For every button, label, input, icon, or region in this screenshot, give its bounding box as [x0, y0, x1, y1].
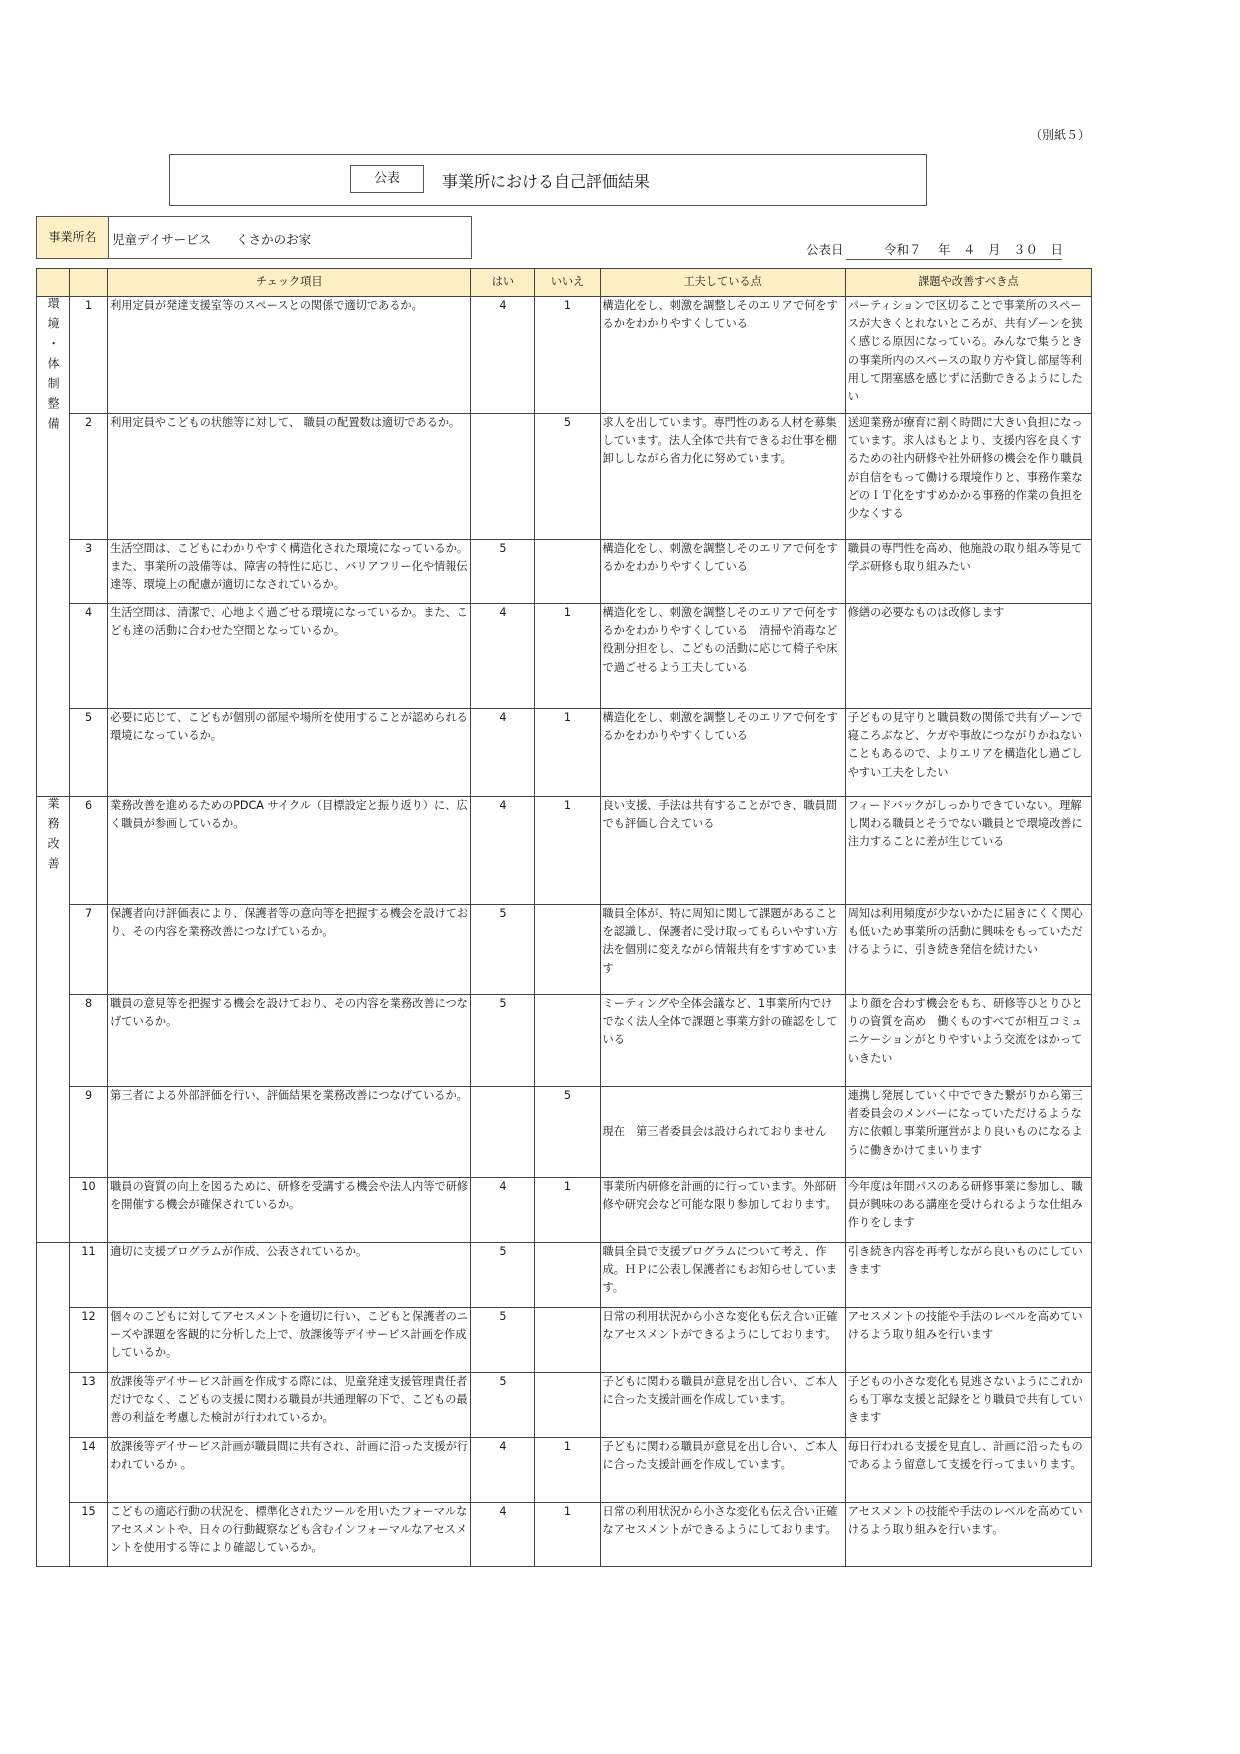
yes-count: 4: [471, 1438, 535, 1503]
no-count: [535, 1243, 600, 1308]
issue-text: 周知は利用頻度が少ないかたに届きにくく関心も低いため事業所の活動に興味をもっていただけるように、引き続き発信を続けたい: [845, 905, 1091, 995]
check-item: 業務改善を進めるためのPDCA サイクル（目標設定と振り返り）に、広く職員が参画しているか。: [108, 797, 471, 905]
effort-text: 構造化をし、刺激を調整しそのエリアで何をするかをわかりやすくしている 清掃や消毒など役割分担をし、こどもの活動に応じて椅子や床で過ごせるよう工夫している: [600, 604, 845, 709]
row-number: 7: [70, 905, 108, 995]
table-row: [37, 1503, 1092, 1567]
header-check-item: チェック項目: [108, 269, 471, 297]
effort-text: 子どもに関わる職員が意見を出し合い、ご本人に合った支援計画を作成しています。: [600, 1438, 845, 1503]
table-row: [37, 1243, 1092, 1308]
publish-date-label: 公表日: [806, 242, 844, 257]
no-count: [535, 905, 600, 995]
check-item: 必要に応じて、こどもが個別の部屋や場所を使用することが認められる環境になっているか。: [108, 709, 471, 797]
category-support: [37, 1243, 70, 1567]
category-label: 業務改善: [46, 797, 61, 877]
yes-count: 4: [471, 297, 535, 414]
issue-text: 引き続き内容を再考しながら良いものにしていきます: [845, 1243, 1091, 1308]
row-number: 3: [70, 540, 108, 604]
issue-text: 子どもの小さな変化も見逃さないようにこれからも丁寧な支援と記録をとり職員で共有していきます: [845, 1373, 1091, 1438]
issue-text: 連携し発展していく中でできた繋がりから第三者委員会のメンバーになっていただけるような方に依頼し事業所運営がより良いものになるように働きかけてまいります: [845, 1087, 1091, 1178]
header-issue: 課題や改善すべき点: [845, 269, 1091, 297]
row-number: 15: [70, 1503, 108, 1567]
publish-date-value: 令和７ 年 ４ 月 ３０ 日: [884, 242, 1063, 257]
header-no: いいえ: [535, 269, 600, 297]
effort-text: 構造化をし、刺激を調整しそのエリアで何をするかをわかりやすくしている: [600, 709, 845, 797]
effort-text: 現在 第三者委員会は設けられておりません: [600, 1087, 845, 1178]
table-row: [37, 540, 1092, 604]
yes-count: 5: [471, 995, 535, 1087]
yes-count: 4: [471, 1503, 535, 1567]
issue-text: アセスメントの技能や手法のレベルを高めていけるよう取り組みを行います: [845, 1308, 1091, 1373]
appendix-note: （別紙５）: [1030, 128, 1091, 142]
no-count: 5: [535, 1087, 600, 1178]
row-number: 9: [70, 1087, 108, 1178]
effort-text: ミーティングや全体会議など、1事業所内でけでなく法人全体で課題と事業方針の確認をしている: [600, 995, 845, 1087]
effort-text: 日常の利用状況から小さな変化も伝え合い正確なアセスメントができるようにしております。: [600, 1503, 845, 1567]
table-row: [37, 604, 1092, 709]
row-number: 2: [70, 414, 108, 540]
check-item: 生活空間は、こどもにわかりやすく構造化された環境になっているか。また、事業所の設備等は、障害の特性に応じ、バリアフリー化や情報伝達等、環境上の配慮が適切になされているか。: [108, 540, 471, 604]
issue-text: 子どもの見守りと職員数の関係で共有ゾーンで寝ころぶなど、ケガや事故につながりかねないこともあるので、よりエリアを構造化し過ごしやすい工夫をしたい: [845, 709, 1091, 797]
table-row: [37, 297, 1092, 414]
issue-text: 職員の専門性を高め、他施設の取り組み等見て学ぶ研修も取り組みたい: [845, 540, 1091, 604]
row-number: 12: [70, 1308, 108, 1373]
header-blank-category: [37, 269, 70, 297]
issue-text: 毎日行われる支援を見直し、計画に沿ったものであるよう留意して支援を行ってまいります。: [845, 1438, 1091, 1503]
title-box: [169, 154, 927, 206]
header-yes: はい: [471, 269, 535, 297]
issue-text: パーティションで区切ることで事業所のスペースが大きくとれないところが、共有ゾーンを狭く感じる原因になっている。みんなで集うときの事業所内のスペースの取り方や貸し部屋等利用して閉塞感を感じずに活動できるようにしたい: [845, 297, 1091, 414]
effort-text: 日常の利用状況から小さな変化も伝え合い正確なアセスメントができるようにしております。: [600, 1308, 845, 1373]
check-item: 生活空間は、清潔で、心地よく過ごせる環境になっているか。また、こども達の活動に合わせた空間となっているか。: [108, 604, 471, 709]
no-count: [535, 1308, 600, 1373]
no-count: 1: [535, 1503, 600, 1567]
yes-count: 5: [471, 540, 535, 604]
category-environment: [37, 297, 70, 797]
yes-count: 5: [471, 1243, 535, 1308]
check-item: 職員の意見等を把握する機会を設けており、その内容を業務改善につなげているか。: [108, 995, 471, 1087]
no-count: [535, 995, 600, 1087]
publish-tag: 公表: [350, 165, 424, 193]
issue-text: 送迎業務が療育に割く時間に大きい負担になっています。求人はもとより、支援内容を良くするための社内研修や社外研修の機会を作り職員が自信をもって働ける環境作りと、事務作業などのＩＴ化をすすめかかる事務的作業の負担を少なくする: [845, 414, 1091, 540]
no-count: 1: [535, 709, 600, 797]
issue-text: アセスメントの技能や手法のレベルを高めていけるよう取り組みを行います。: [845, 1503, 1091, 1567]
check-item: 個々のこどもに対してアセスメントを適切に行い、こどもと保護者のニーズや課題を客観的に分析した上で、放課後等デイサービス計画を作成しているか。: [108, 1308, 471, 1373]
effort-text: 良い支援、手法は共有することができ、職員間でも評価し合えている: [600, 797, 845, 905]
no-count: 1: [535, 604, 600, 709]
no-count: [535, 1373, 600, 1438]
table-row: [37, 905, 1092, 995]
check-item: 放課後等デイサービス計画が職員間に共有され、計画に沿った支援が行われているか 。: [108, 1438, 471, 1503]
effort-text: 職員全体が、特に周知に関して課題があることを認識し、保護者に受け取ってもらいやすい方法を個別に変えながら情報共有をすすめています: [600, 905, 845, 995]
table-row: [37, 1308, 1092, 1373]
row-number: 5: [70, 709, 108, 797]
office-box: [36, 216, 472, 259]
check-item: 放課後等デイサービス計画を作成する際には、児童発達支援管理責任者だけでなく、こどもの支援に関わる職員が共通理解の下で、こどもの最善の利益を考慮した検討が行われているか。: [108, 1373, 471, 1438]
issue-text: より顔を合わす機会をもち、研修等ひとりひとりの資質を高め 働くものすべてが相互コミュニケーションがとりやすいよう交流をはかっていきたい: [845, 995, 1091, 1087]
effort-text: 求人を出しています。専門性のある人材を募集しています。法人全体で共有できるお仕事を棚卸ししながら省力化に努めています。: [600, 414, 845, 540]
office-name: 児童デイサービス くさかのお家: [112, 232, 312, 247]
yes-count: 4: [471, 709, 535, 797]
category-label: 環境・体制整備: [46, 297, 61, 437]
check-item: 第三者による外部評価を行い、評価結果を業務改善につなげているか。: [108, 1087, 471, 1178]
check-item: 利用定員やこどもの状態等に対して、 職員の配置数は適切であるか。: [108, 414, 471, 540]
no-count: [535, 540, 600, 604]
yes-count: 5: [471, 905, 535, 995]
yes-count: 4: [471, 604, 535, 709]
no-count: 1: [535, 1438, 600, 1503]
table-row: [37, 1373, 1092, 1438]
issue-text: フィードバックがしっかりできていない。理解し関わる職員とそうでない職員とで環境改善に注力することに差が生じている: [845, 797, 1091, 905]
row-number: 4: [70, 604, 108, 709]
office-label: 事業所名: [37, 217, 109, 258]
row-number: 13: [70, 1373, 108, 1438]
header-effort: 工夫している点: [600, 269, 845, 297]
issue-text: 今年度は年間パスのある研修事業に参加し、職員が興味のある講座を受けられるような仕組み作りをします: [845, 1178, 1091, 1243]
evaluation-table: [36, 268, 1092, 1567]
effort-text: 事業所内研修を計画的に行っています。外部研修や研究会など可能な限り参加しております。: [600, 1178, 845, 1243]
header-blank-number: [70, 269, 108, 297]
no-count: 1: [535, 797, 600, 905]
yes-count: [471, 1087, 535, 1178]
row-number: 1: [70, 297, 108, 414]
issue-text: 修繕の必要なものは改修します: [845, 604, 1091, 709]
row-number: 8: [70, 995, 108, 1087]
row-number: 14: [70, 1438, 108, 1503]
yes-count: [471, 414, 535, 540]
table-row: [37, 995, 1092, 1087]
table-header-row: [37, 269, 1092, 297]
no-count: 5: [535, 414, 600, 540]
row-number: 6: [70, 797, 108, 905]
category-work-improvement: [37, 797, 70, 1243]
table-row: [37, 1087, 1092, 1178]
check-item: 保護者向け評価表により、保護者等の意向等を把握する機会を設けており、その内容を業務改善につなげているか。: [108, 905, 471, 995]
no-count: 1: [535, 1178, 600, 1243]
effort-text: 構造化をし、刺激を調整しそのエリアで何をするかをわかりやすくしている: [600, 297, 845, 414]
check-item: こどもの適応行動の状況を、標準化されたツールを用いたフォーマルなアセスメントや、日々の行動観察なども含むインフォーマルなアセスメントを使用する等により確認しているか。: [108, 1503, 471, 1567]
table-row: [37, 414, 1092, 540]
table-row: [37, 797, 1092, 905]
check-item: 職員の資質の向上を図るために、研修を受講する機会や法人内等で研修を開催する機会が確保されているか。: [108, 1178, 471, 1243]
table-row: [37, 709, 1092, 797]
effort-text: 構造化をし、刺激を調整しそのエリアで何をするかをわかりやすくしている: [600, 540, 845, 604]
yes-count: 5: [471, 1373, 535, 1438]
check-item: 利用定員が発達支援室等のスペースとの関係で適切であるか。: [108, 297, 471, 414]
yes-count: 4: [471, 797, 535, 905]
row-number: 10: [70, 1178, 108, 1243]
yes-count: 5: [471, 1308, 535, 1373]
check-item: 適切に支援プログラムが作成、公表されているか。: [108, 1243, 471, 1308]
table-row: [37, 1178, 1092, 1243]
page-title: 事業所における自己評価結果: [442, 172, 651, 191]
effort-text: 子どもに関わる職員が意見を出し合い、ご本人に合った支援計画を作成しています。: [600, 1373, 845, 1438]
no-count: 1: [535, 297, 600, 414]
publish-date-underline: [846, 259, 1062, 260]
effort-text: 職員全員で支援プログラムについて考え、作成。ＨＰに公表し保護者にもお知らせしています。: [600, 1243, 845, 1308]
row-number: 11: [70, 1243, 108, 1308]
table-row: [37, 1438, 1092, 1503]
yes-count: 4: [471, 1178, 535, 1243]
